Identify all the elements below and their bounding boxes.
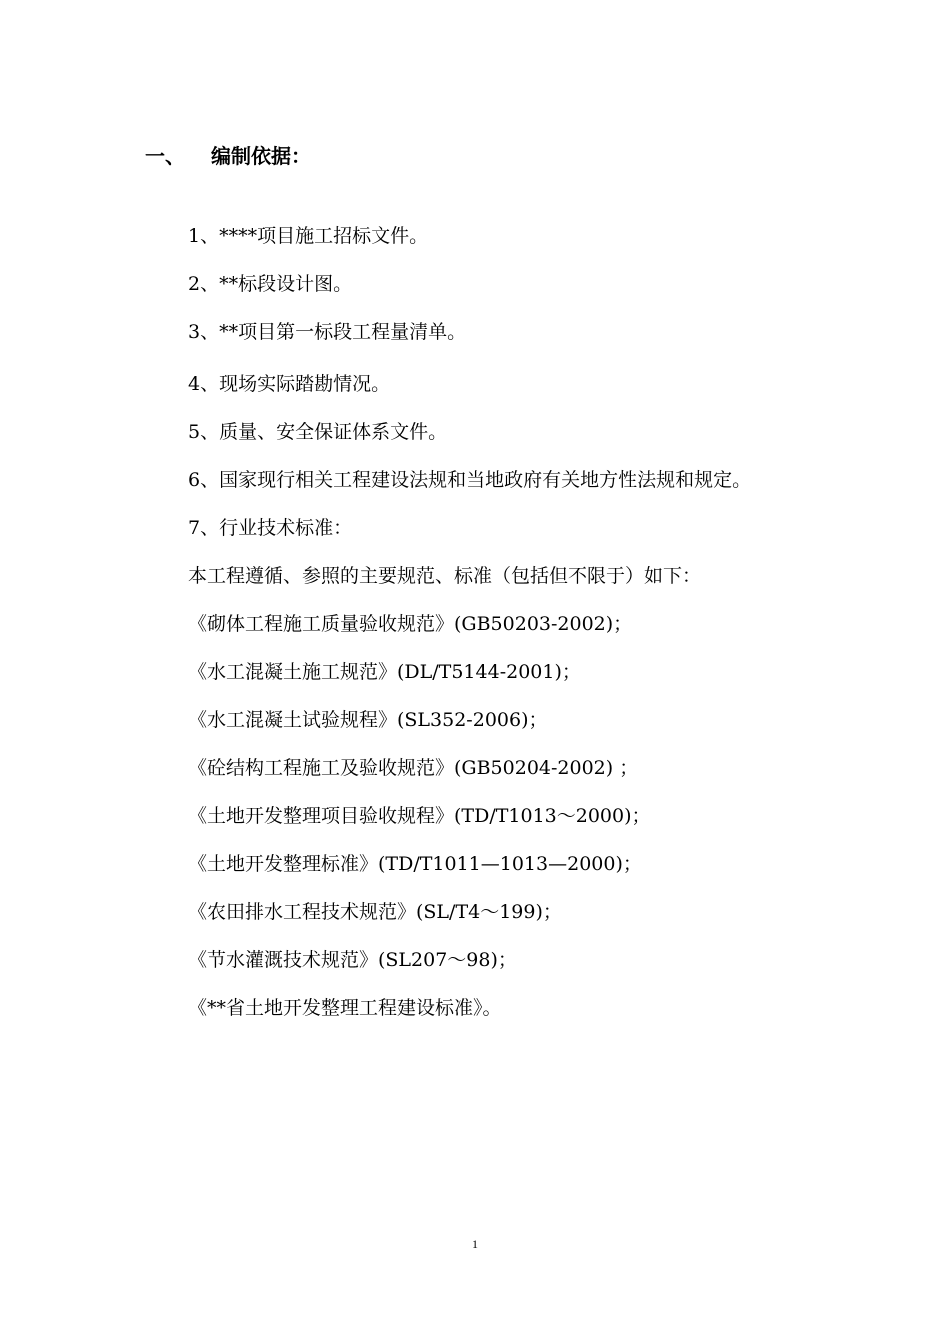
section-number: 一、	[145, 144, 185, 168]
list-item: 《节水灌溉技术规范》(SL207～98)；	[188, 949, 517, 971]
list-item: 《土地开发整理标准》(TD/T1011—1013—2000)；	[188, 853, 642, 875]
list-item: 4、现场实际踏勘情况。	[188, 373, 391, 395]
list-item: 5、质量、安全保证体系文件。	[188, 421, 448, 443]
list-item: 2、**标段设计图。	[188, 273, 353, 295]
section-heading	[145, 140, 311, 172]
list-item: 6、国家现行相关工程建设法规和当地政府有关地方性法规和规定。	[188, 469, 752, 491]
list-item: 《水工混凝土试验规程》(SL352-2006)；	[188, 709, 548, 731]
section-title: 编制依据：	[211, 144, 311, 168]
list-item: 1、****项目施工招标文件。	[188, 225, 429, 247]
list-item: 本工程遵循、参照的主要规范、标准（包括但不限于）如下：	[188, 565, 702, 587]
list-item: 《砌体工程施工质量验收规范》(GB50203-2002)；	[188, 613, 633, 635]
list-item: 3、**项目第一标段工程量清单。	[188, 321, 467, 343]
list-item: 《**省土地开发整理工程建设标准》。	[188, 997, 502, 1019]
list-item: 7、行业技术标准：	[188, 517, 353, 539]
list-item: 《水工混凝土施工规范》(DL/T5144-2001)；	[188, 661, 581, 683]
list-item: 《砼结构工程施工及验收规范》(GB50204-2002) ；	[188, 757, 639, 779]
basis-list	[188, 218, 908, 1038]
list-item: 《农田排水工程技术规范》(SL/T4～199)；	[188, 901, 562, 923]
page-number: 1	[472, 1237, 478, 1251]
list-item: 《土地开发整理项目验收规程》(TD/T1013～2000)；	[188, 805, 651, 827]
